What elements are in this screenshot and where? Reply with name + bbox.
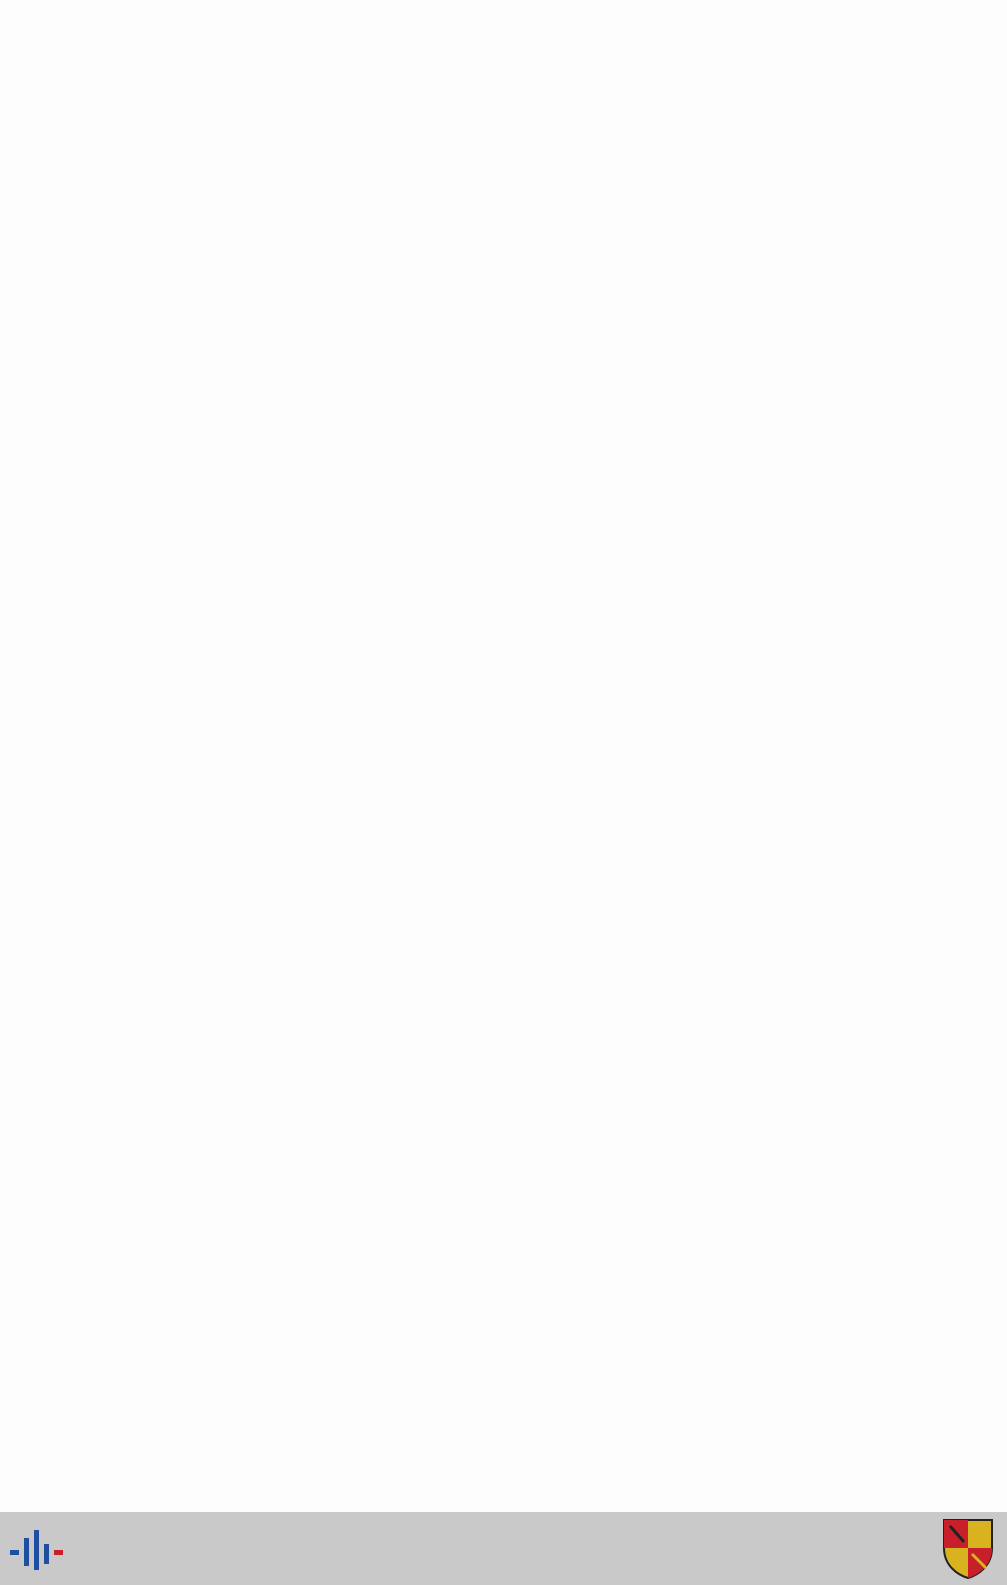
library-logo-icon <box>10 1530 64 1570</box>
footer-bar <box>0 1512 1007 1585</box>
coat-of-arms-icon <box>942 1518 994 1580</box>
